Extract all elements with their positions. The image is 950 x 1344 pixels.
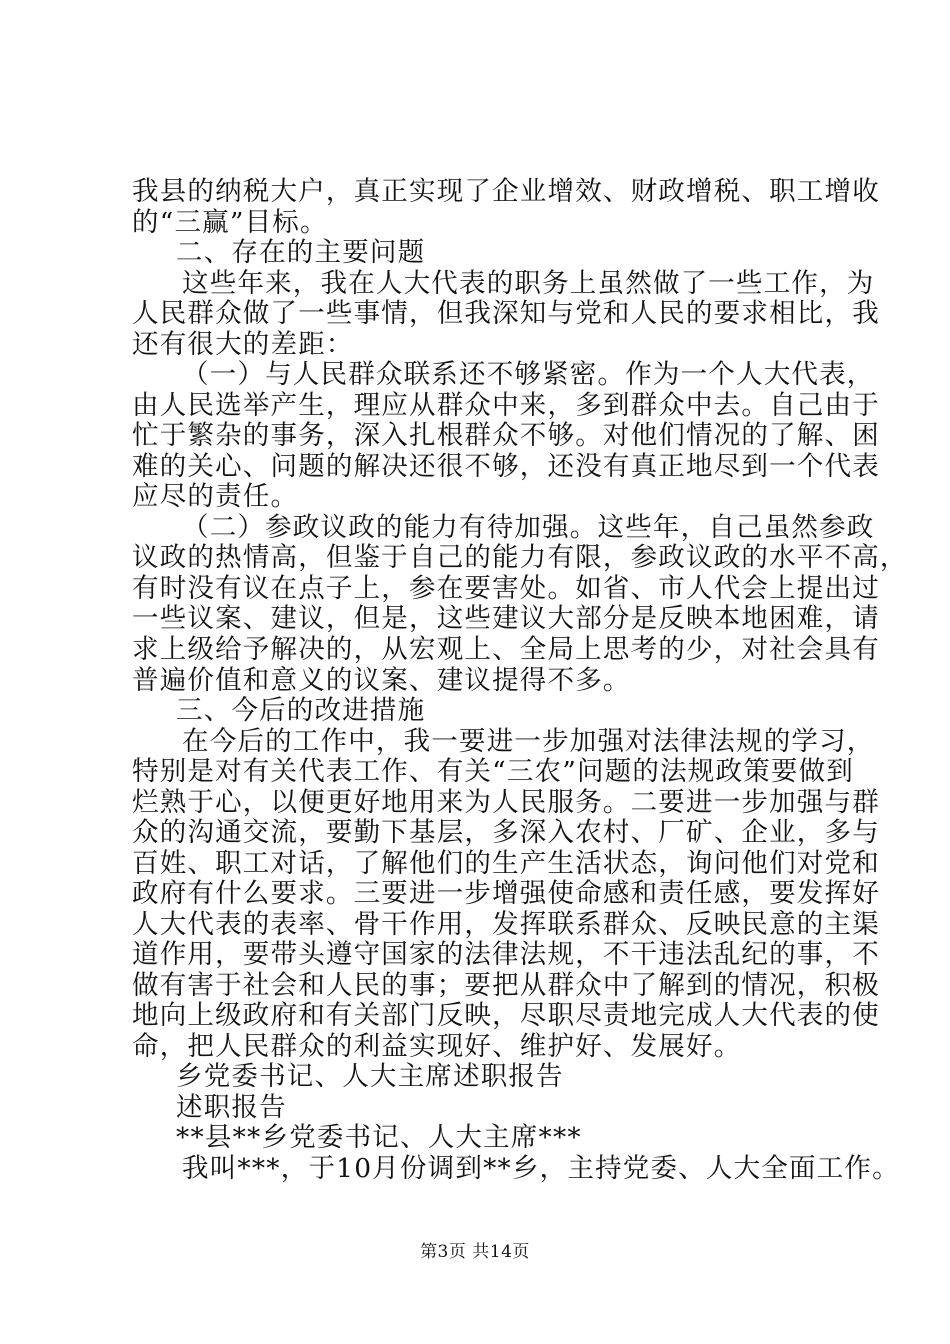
text-line: 做有害于社会和人民的事；要把从群众中了解到的情况，积极 <box>132 969 880 1001</box>
text-line: （二）参政议政的能力有待加强。这些年，自己虽然参政 <box>182 511 875 543</box>
text-line: 应尽的责任。 <box>132 481 299 513</box>
text-line: 人民群众做了一些事情，但我深知与党和人民的要求相比，我 <box>132 298 880 330</box>
text-line: 百姓、职工对话，了解他们的生产生活状态，询问他们对党和 <box>132 847 880 879</box>
text-line: 忙于繁杂的事务，深入扎根群众不够。对他们情况的了解、困 <box>132 420 880 452</box>
text-line: 在今后的工作中，我一要进一步加强对法律法规的学习， <box>182 725 875 757</box>
report-subtitle: 述职报告 <box>176 1091 287 1123</box>
text-line: 普遍价值和意义的议案、建议提得不多。 <box>132 664 631 696</box>
report-title: 乡党委书记、人大主席述职报告 <box>176 1061 564 1093</box>
text-line: 烂熟于心，以便更好地用来为人民服务。二要进一步加强与群 <box>132 786 880 818</box>
text-line: 人大代表的表率、骨干作用，发挥联系群众、反映民意的主渠 <box>132 908 880 940</box>
text-line: 求上级给予解决的，从宏观上、全局上思考的少，对社会具有 <box>132 633 880 665</box>
text-line: 我叫***，于10月份调到**乡，主持党委、人大全面工作。 <box>182 1153 900 1184</box>
text-line: 有时没有议在点子上，参在要害处。如省、市人代会上提出过 <box>132 572 880 604</box>
text-line: 这些年来，我在人大代表的职务上虽然做了一些工作，为 <box>182 267 875 299</box>
text-line: 地向上级政府和有关部门反映，尽职尽责地完成人大代表的使 <box>132 1000 880 1032</box>
text-line: 还有很大的差距： <box>132 328 354 360</box>
text-line: 一些议案、建议，但是，这些建议大部分是反映本地困难，请 <box>132 603 880 635</box>
page-indicator: 第3页 共14页 <box>420 1242 530 1262</box>
report-author: **县**乡党委书记、人大主席*** <box>176 1122 582 1154</box>
text-line: （一）与人民群众联系还不够紧密。作为一个人大代表， <box>182 359 875 391</box>
text-line: 由人民选举产生，理应从群众中来，多到群众中去。自己由于 <box>132 389 880 421</box>
text-line: 特别是对有关代表工作、有关“三农”问题的法规政策要做到 <box>132 756 854 788</box>
text-line: 的“三赢”目标。 <box>132 206 328 238</box>
text-line: 众的沟通交流，要勤下基层，多深入农村、厂矿、企业，多与 <box>132 817 880 849</box>
text-line: 命，把人民群众的利益实现好、维护好、发展好。 <box>132 1030 742 1062</box>
section-heading: 三、今后的改进措施 <box>176 695 426 727</box>
text-line: 议政的热情高，但鉴于自己的能力有限，参政议政的水平不高， <box>132 542 908 574</box>
text-line: 我县的纳税大户，真正实现了企业增效、财政增税、职工增收 <box>132 176 880 207</box>
section-heading: 二、存在的主要问题 <box>176 237 426 269</box>
text-line: 难的关心、问题的解决还很不够，还没有真正地尽到一个代表 <box>132 450 880 482</box>
text-line: 道作用，要带头遵守国家的法律法规，不干违法乱纪的事，不 <box>132 939 880 971</box>
text-line: 政府有什么要求。三要进一步增强使命感和责任感，要发挥好 <box>132 878 880 910</box>
